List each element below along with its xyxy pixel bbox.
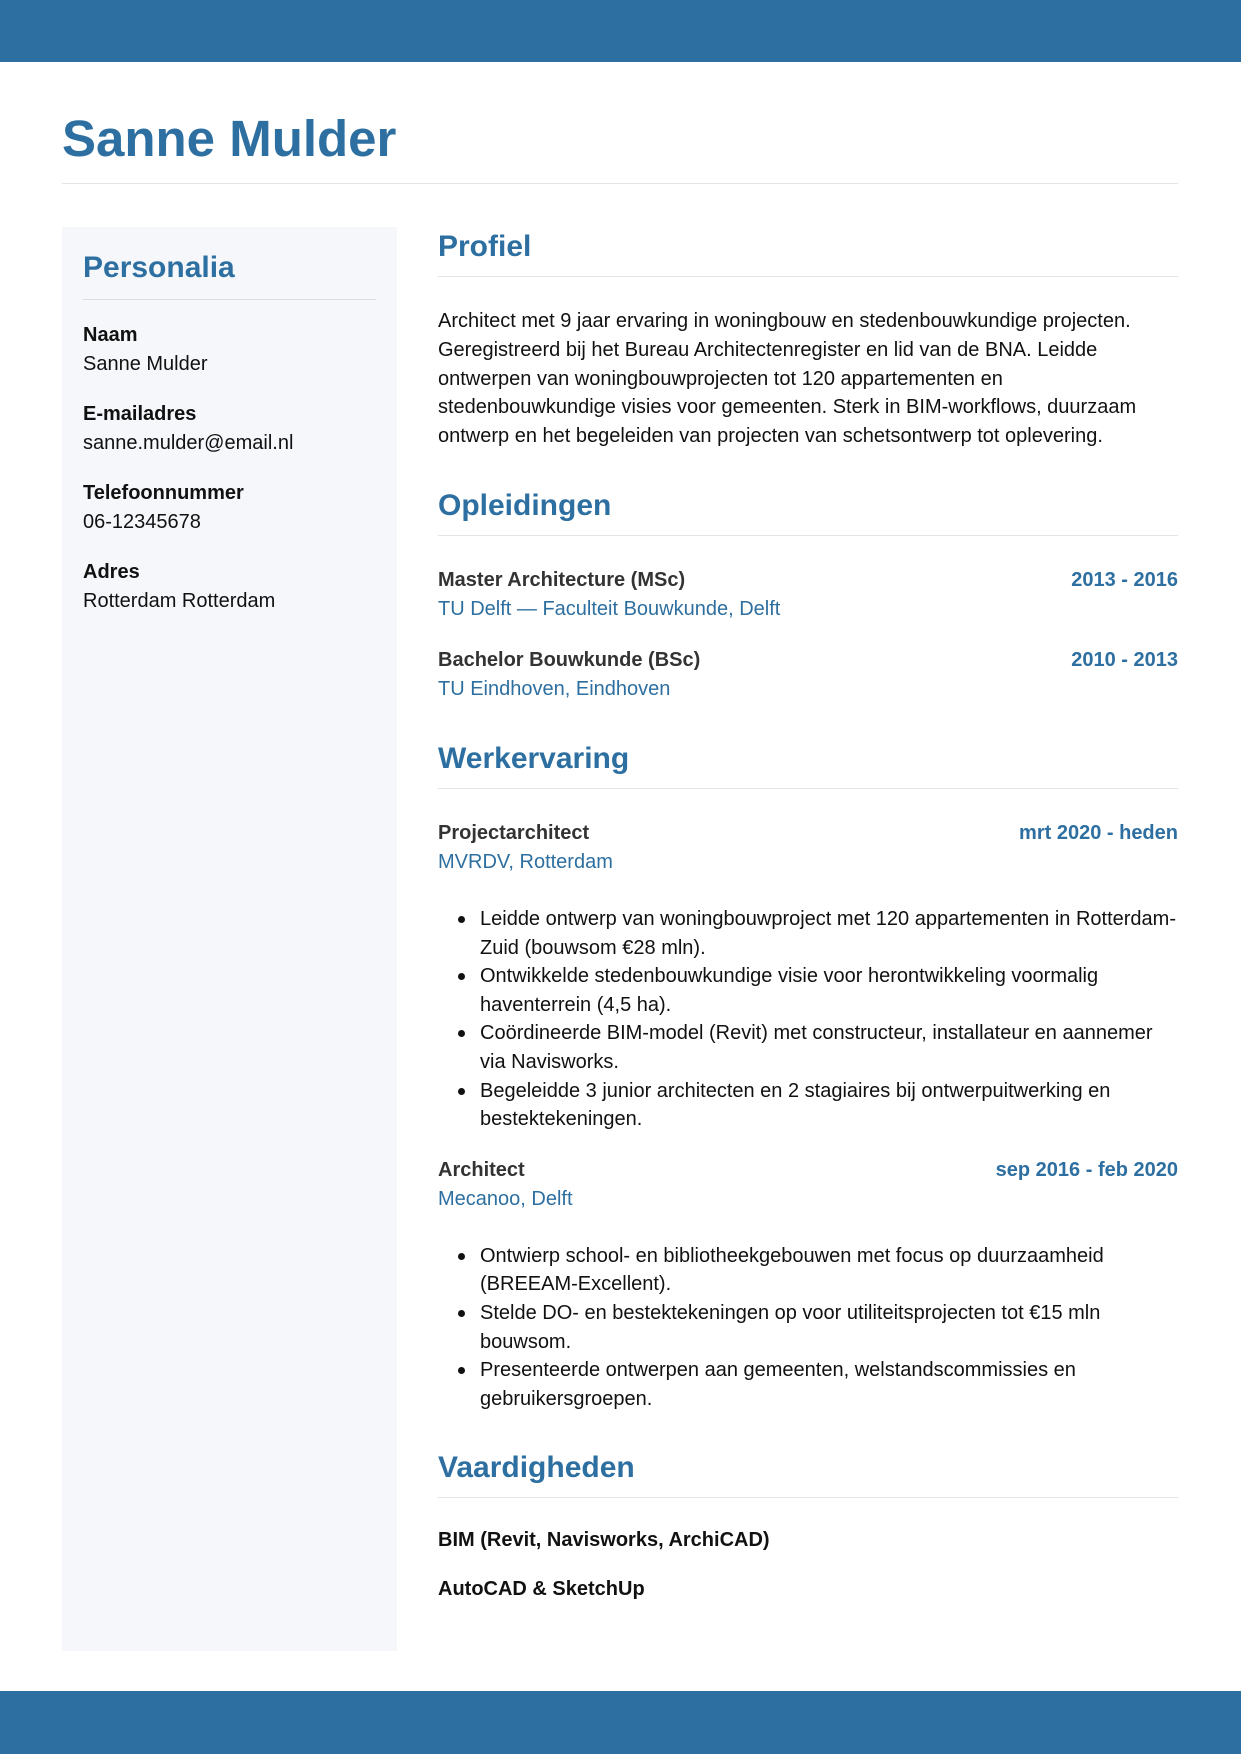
personalia-value: 06-12345678 (83, 511, 201, 533)
skill-item: AutoCAD & SketchUp (438, 1578, 645, 1601)
top-banner (0, 0, 1241, 62)
personalia-label: Adres (83, 561, 140, 583)
personalia-title: Personalia (83, 249, 376, 300)
experience-section (438, 734, 1178, 1413)
experience-period: mrt 2020 - heden (1019, 821, 1178, 844)
main-content (438, 222, 1178, 1604)
personalia-item-email (83, 400, 376, 458)
education-school: TU Eindhoven, Eindhoven (438, 677, 671, 700)
bullet-item: Begeleidde 3 junior architecten en 2 stagiaires bij ontwerpuitwerking en bestektekeningen. (458, 1077, 1178, 1134)
personalia-item-phone (83, 479, 376, 537)
experience-company: Mecanoo, Delft (438, 1187, 573, 1210)
education-degree: Bachelor Bouwkunde (BSc) (438, 648, 701, 671)
bullet-item: Coördineerde BIM-model (Revit) met constructeur, installateur en aannemer via Navisworks. (458, 1019, 1178, 1076)
experience-role: Projectarchitect (438, 821, 590, 844)
header-divider (62, 183, 1178, 184)
bullet-item: Ontwikkelde stedenbouwkundige visie voor herontwikkeling voormalig haventerrein (4,5 ha). (458, 962, 1178, 1019)
personalia-value: Sanne Mulder (83, 353, 208, 375)
education-entry (438, 646, 1178, 704)
personalia-label: E-mailadres (83, 403, 197, 425)
profile-section (438, 222, 1178, 451)
personalia-value: Rotterdam Rotterdam (83, 590, 276, 612)
bullet-item: Ontwierp school- en bibliotheekgebouwen met focus op duurzaamheid (BREEAM-Excellent). (458, 1242, 1178, 1299)
skills-title: Vaardigheden (438, 1443, 1178, 1498)
bullet-item: Stelde DO- en bestektekeningen op voor utiliteitsprojecten tot €15 mln bouwsom. (458, 1299, 1178, 1356)
education-title: Opleidingen (438, 481, 1178, 536)
personalia-value: sanne.mulder@email.nl (83, 432, 294, 454)
bullet-item: Leidde ontwerp van woningbouwproject met 120 appartementen in Rotterdam-Zuid (bouwsom €28 mln). (458, 905, 1178, 962)
education-period: 2013 - 2016 (1071, 568, 1178, 591)
personalia-item-name (83, 321, 376, 379)
skill-item: BIM (Revit, Navisworks, ArchiCAD) (438, 1529, 770, 1552)
experience-bullets (438, 905, 1178, 1134)
education-school: TU Delft — Faculteit Bouwkunde, Delft (438, 597, 781, 620)
bottom-banner (0, 1691, 1241, 1754)
bullet-item: Presenteerde ontwerpen aan gemeenten, welstandscommissies en gebruikersgroepen. (458, 1356, 1178, 1413)
experience-entry (438, 1156, 1178, 1414)
personalia-label: Telefoonnummer (83, 482, 244, 504)
experience-role: Architect (438, 1158, 525, 1181)
education-period: 2010 - 2013 (1071, 648, 1178, 671)
profile-title: Profiel (438, 222, 1178, 277)
profile-text: Architect met 9 jaar ervaring in woningbouw en stedenbouwkundige projecten. Geregistreerd bij het Bureau Architectenregister en lid van de BNA. Leidde ontwerpen van woningbouwprojecten tot 120 appartementen en stedenbouwkundige visies voor gemeenten. Sterk in BIM-workflows, duurzaam ontwerp en het begeleiden van projecten van schetsontwerp tot oplevering. (438, 310, 1137, 448)
cv-header (62, 104, 1178, 174)
education-entry (438, 566, 1178, 624)
candidate-name: Sanne Mulder (62, 110, 397, 167)
personalia-item-address (83, 558, 376, 616)
experience-company: MVRDV, Rotterdam (438, 850, 613, 873)
skills-section (438, 1443, 1178, 1604)
experience-entry (438, 819, 1178, 1134)
experience-title: Werkervaring (438, 734, 1178, 789)
experience-period: sep 2016 - feb 2020 (995, 1158, 1178, 1181)
education-section (438, 481, 1178, 704)
personalia-sidebar (62, 227, 397, 1651)
personalia-label: Naam (83, 324, 138, 346)
education-degree: Master Architecture (MSc) (438, 568, 686, 591)
experience-bullets (438, 1242, 1178, 1414)
